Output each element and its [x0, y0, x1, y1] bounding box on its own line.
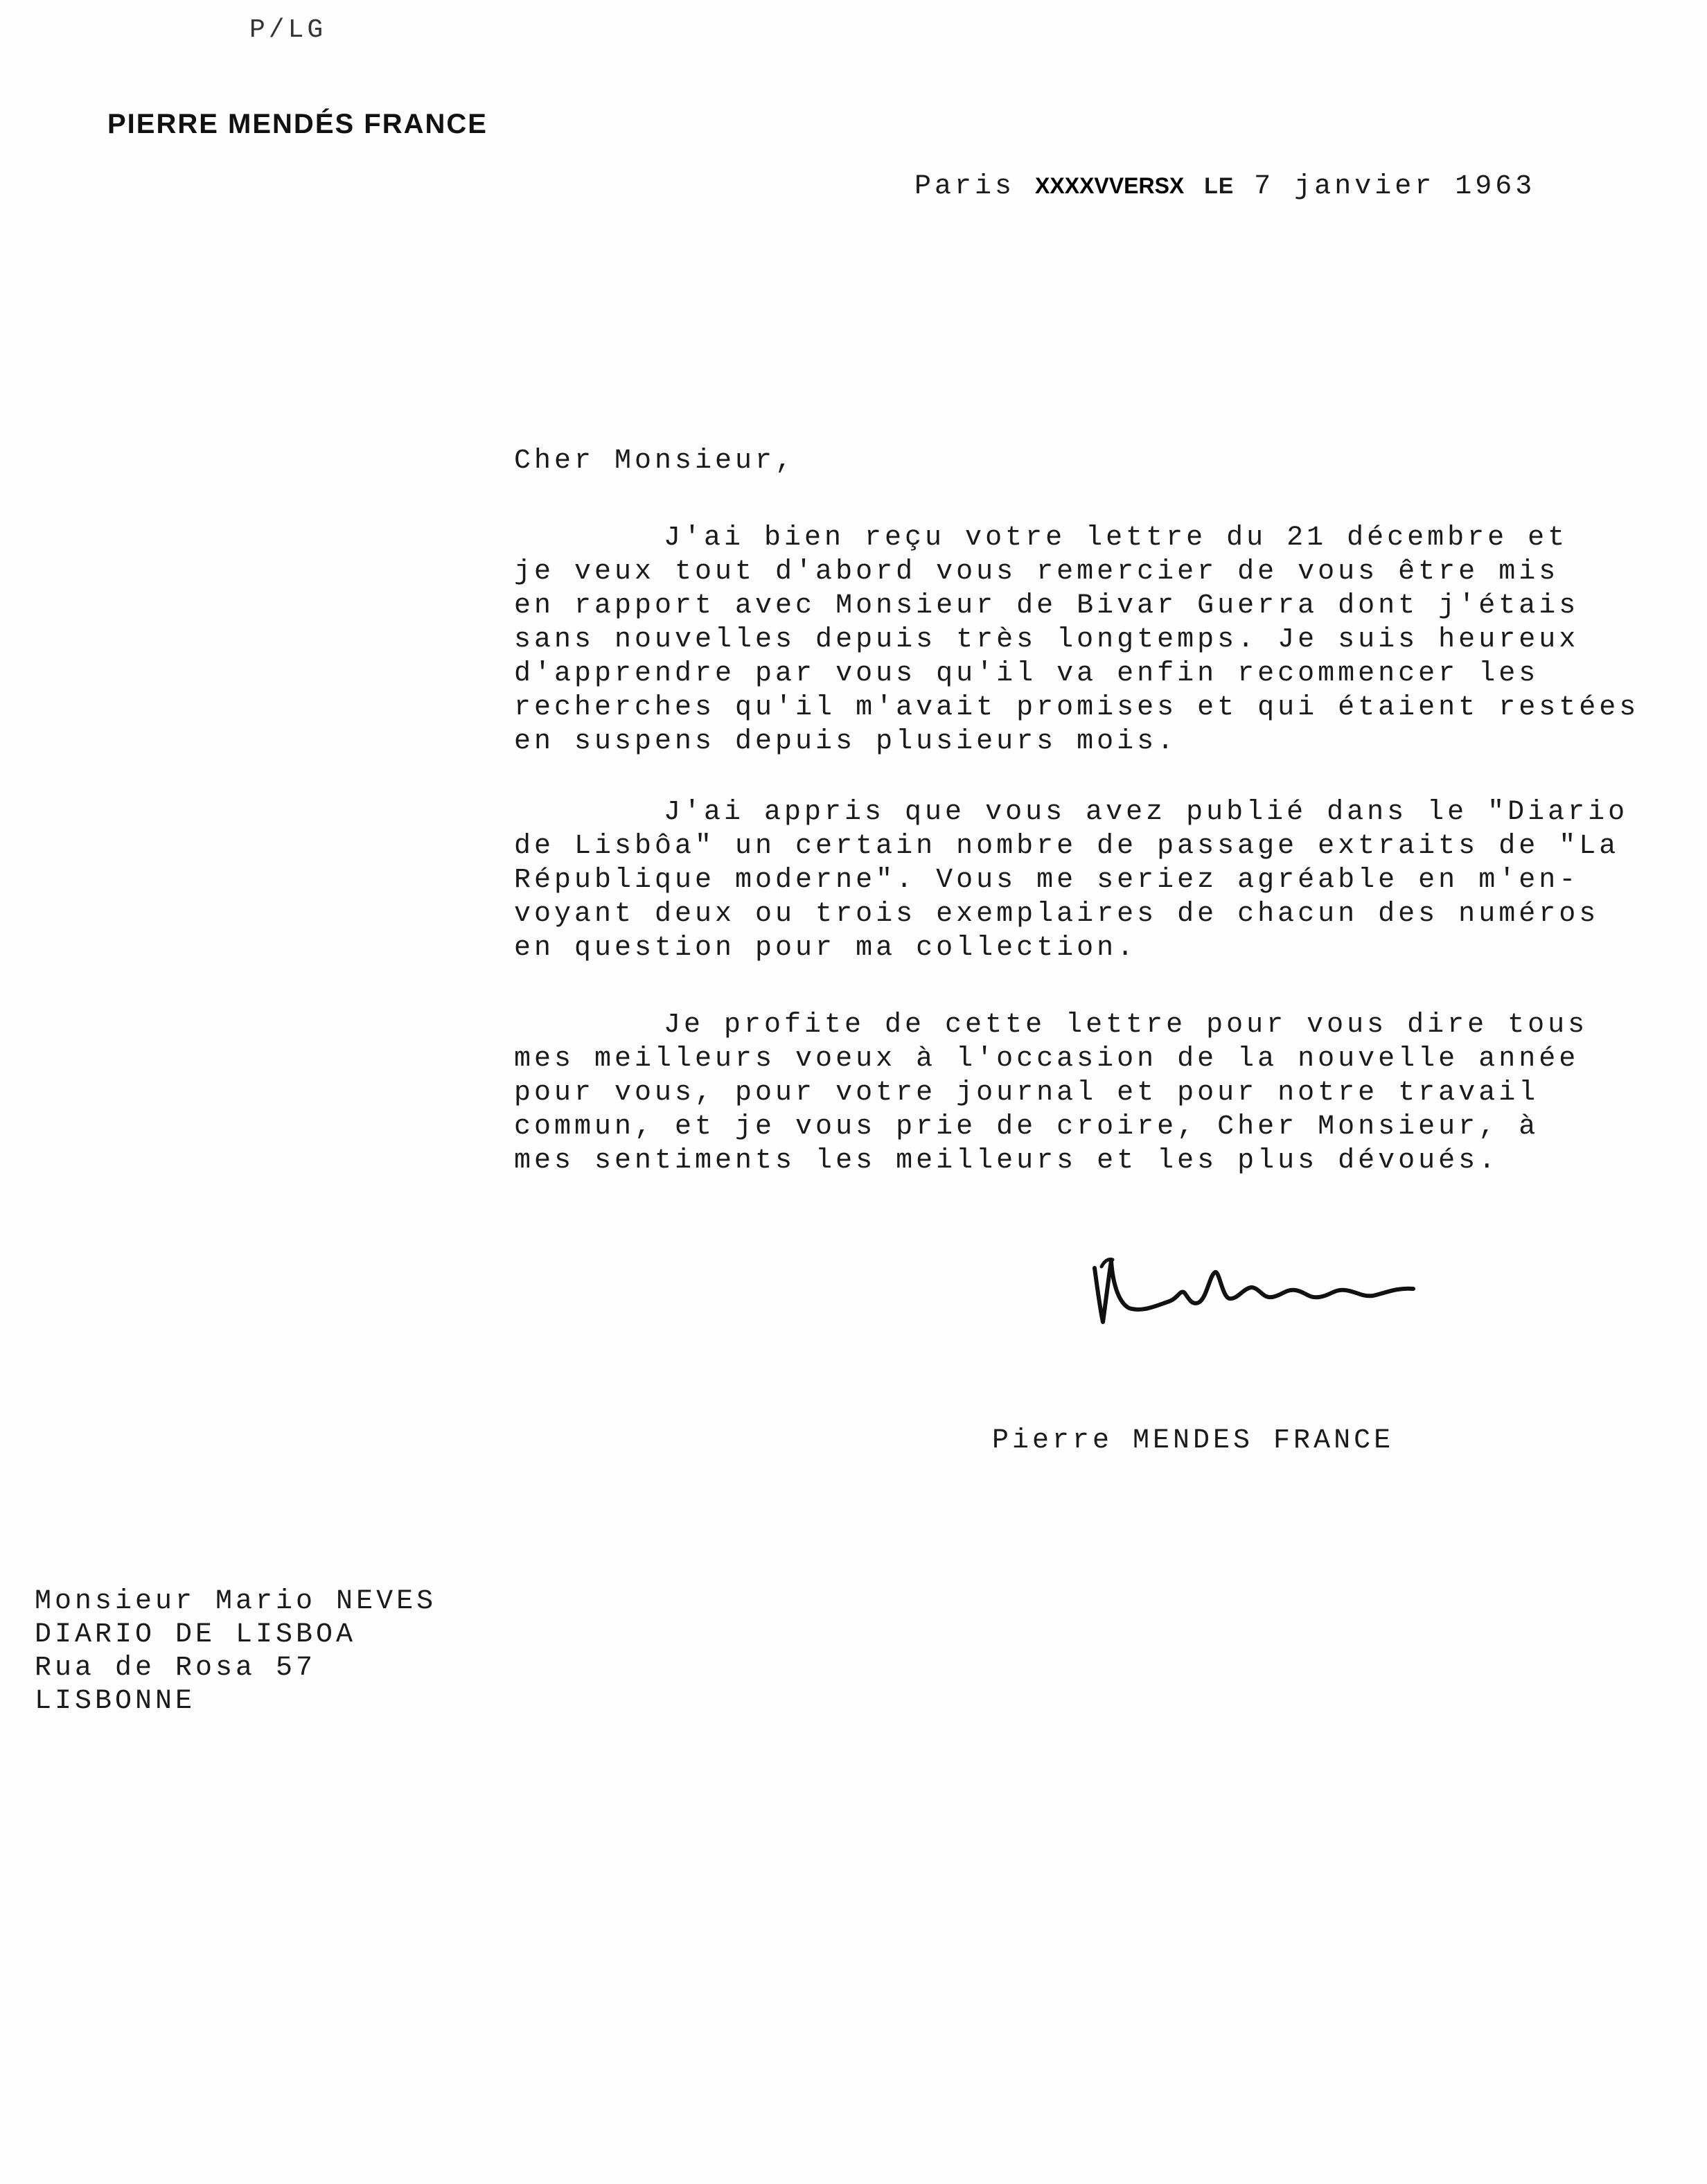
handwritten-signature	[1088, 1247, 1448, 1330]
paragraph-2	[514, 795, 1692, 965]
paragraph-line: République moderne". Vous me seriez agréable en m'en-	[514, 865, 1580, 896]
address-line: DIARIO DE LISBOA	[35, 1619, 357, 1650]
paragraph-line: voyant deux ou trois exemplaires de chacun des numéros	[514, 899, 1600, 930]
paragraph-line: J'ai appris que vous avez publié dans le "Diario	[664, 797, 1629, 828]
paragraph-3	[514, 1008, 1692, 1178]
paragraph-line: en question pour ma collection.	[514, 933, 1138, 964]
address-line: LISBONNE	[35, 1686, 196, 1717]
signer-name: Pierre MENDES FRANCE	[992, 1425, 1395, 1456]
paragraph-line: sans nouvelles depuis très longtemps. Je suis heureux	[514, 624, 1580, 655]
dateline-city: Paris	[914, 171, 1016, 202]
paragraph-line: de Lisbôa" un certain nombre de passage extraits de "La	[514, 831, 1620, 862]
reference-code: P/LG	[249, 15, 327, 45]
dateline-struck-text: XXXXVVERSX	[1035, 173, 1185, 198]
paragraph-line: je veux tout d'abord vous remercier de vous être mis	[514, 556, 1559, 588]
letterhead: PIERRE MENDÉS FRANCE	[107, 109, 488, 139]
dateline-date: 7 janvier 1963	[1254, 171, 1536, 202]
paragraph-line: en rapport avec Monsieur de Bivar Guerra dont j'étais	[514, 590, 1580, 622]
address-line: Rua de Rosa 57	[35, 1653, 317, 1684]
paragraph-line: d'apprendre par vous qu'il va enfin recommencer les	[514, 658, 1539, 689]
recipient-address	[35, 1585, 436, 1718]
paragraph-line: pour vous, pour votre journal et pour notre travail	[514, 1077, 1539, 1109]
paragraph-line: mes sentiments les meilleurs et les plus dévoués.	[514, 1145, 1499, 1177]
paragraph-line: recherches qu'il m'avait promises et qui étaient restées	[514, 692, 1640, 723]
paragraph-1	[514, 521, 1692, 759]
paragraph-line: en suspens depuis plusieurs mois.	[514, 726, 1178, 757]
address-line: Monsieur Mario NEVES	[35, 1586, 437, 1617]
dateline	[914, 171, 1535, 202]
paragraph-line: Je profite de cette lettre pour vous dire tous	[664, 1010, 1589, 1041]
paragraph-line: mes meilleurs voeux à l'occasion de la nouvelle année	[514, 1043, 1580, 1075]
dateline-le: LE	[1204, 173, 1235, 198]
paragraph-line: commun, et je vous prie de croire, Cher Monsieur, à	[514, 1111, 1539, 1143]
paragraph-line: J'ai bien reçu votre lettre du 21 décembre et	[664, 522, 1568, 554]
salutation: Cher Monsieur,	[514, 446, 796, 477]
